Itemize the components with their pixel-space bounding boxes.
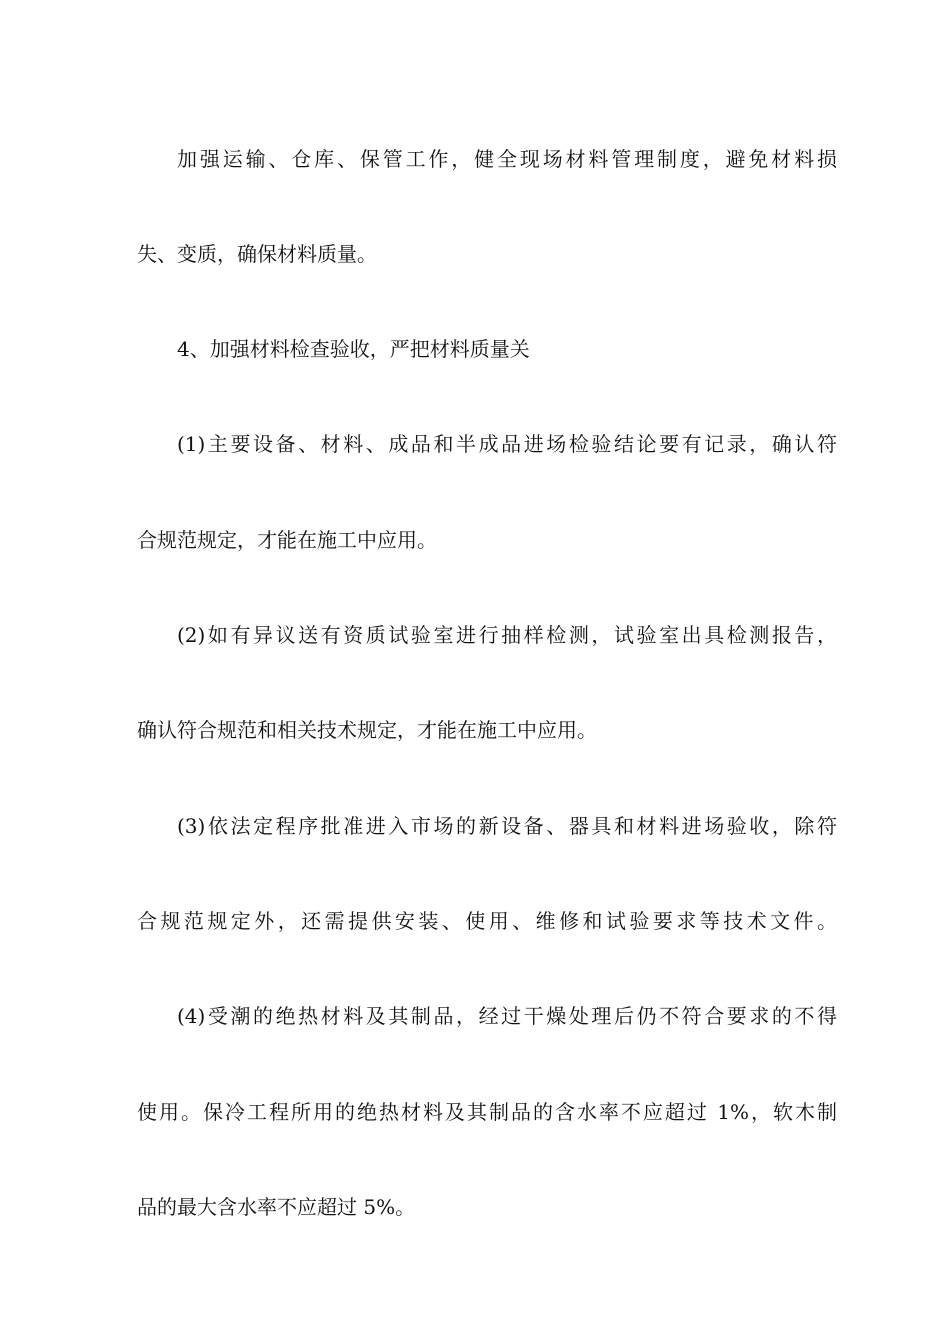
paragraph-line-12: 品的最大含水率不应超过 5%。 [137,1195,416,1219]
paragraph-line-9: 合规范规定外，还需提供安装、使用、维修和试验要求等技术文件。 [137,909,837,933]
paragraph-line-8: (3)依法定程序批准进入市场的新设备、器具和材料进场验收，除符 [177,814,837,838]
paragraph-line-4: (1)主要设备、材料、成品和半成品进场检验结论要有记录，确认符 [177,432,837,456]
section-heading: 4、加强材料检查验收，严把材料质量关 [177,337,530,361]
paragraph-line-2: 失、变质，确保材料质量。 [137,242,377,266]
paragraph-line-11: 使用。保冷工程所用的绝热材料及其制品的含水率不应超过 1%，软木制 [137,1100,837,1124]
paragraph-line-5: 合规范规定，才能在施工中应用。 [137,528,437,552]
paragraph-line-6: (2)如有异议送有资质试验室进行抽样检测，试验室出具检测报告， [177,623,837,647]
paragraph-line-1: 加强运输、仓库、保管工作，健全现场材料管理制度，避免材料损 [177,147,837,171]
paragraph-line-10: (4)受潮的绝热材料及其制品，经过干燥处理后仍不符合要求的不得 [177,1004,837,1028]
paragraph-line-7: 确认符合规范和相关技术规定，才能在施工中应用。 [137,718,597,742]
